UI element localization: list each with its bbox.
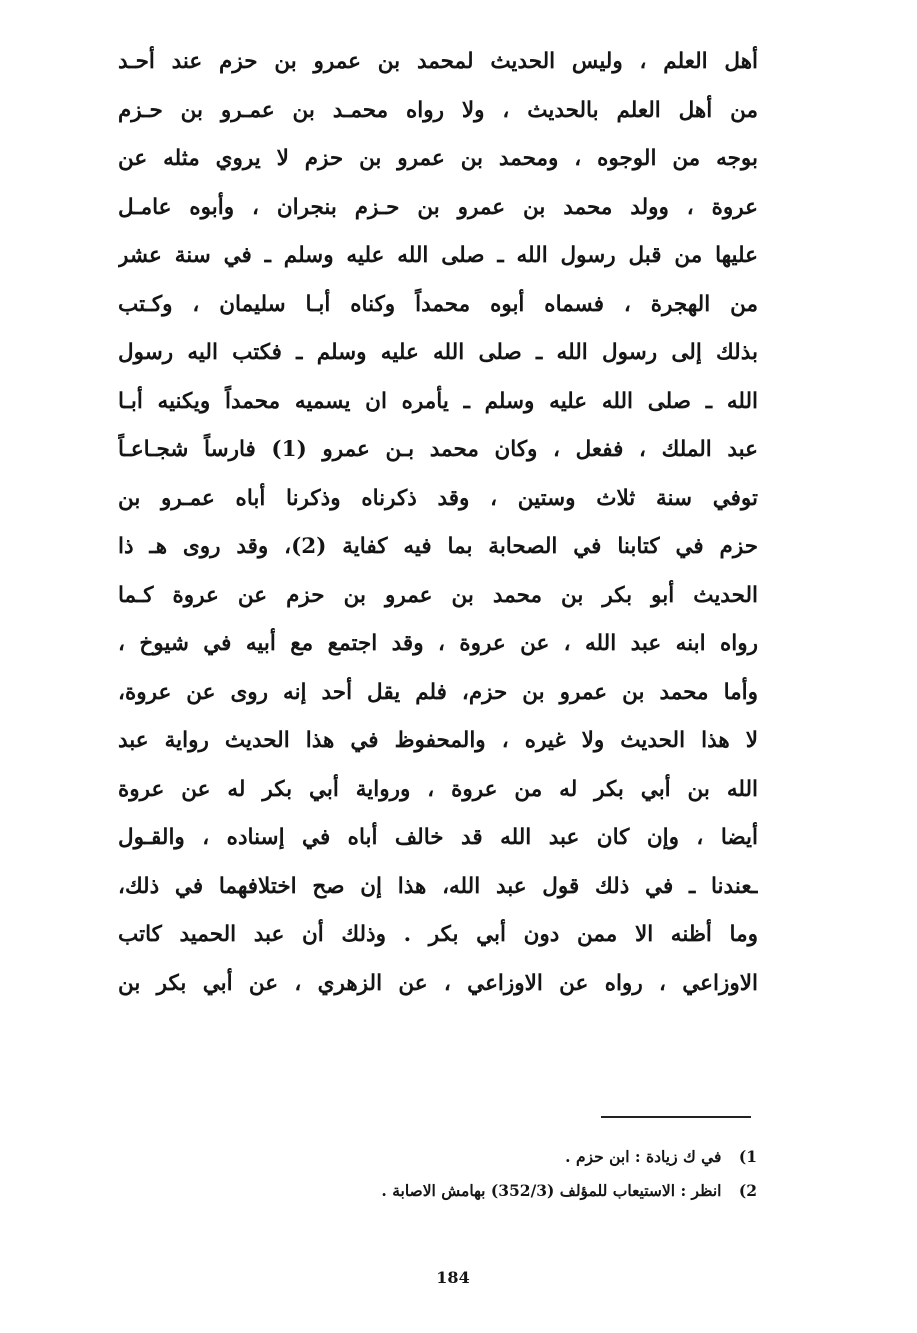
footnote-number: 2) xyxy=(738,1181,757,1200)
text-line: عليها من قبل رسول الله ـ صلى الله عليه وسلم ـ في سنة عشر xyxy=(118,243,758,268)
text-line: بذلك إلى رسول الله ـ صلى الله عليه وسلم ـ فكتب اليه رسول xyxy=(118,340,758,365)
text-line: بوجه من الوجوه ، ومحمد بن عمرو بن حزم لا يروي مثله عن xyxy=(118,146,758,171)
text-line: أيضا ، وإن كان عبد الله قد خالف أباه في إسناده ، والقـول xyxy=(118,825,758,850)
text-line: ـعندنا ـ في ذلك قول عبد الله، هذا إن صح اختلافهما في ذلك، xyxy=(118,873,758,899)
text-line: من الهجرة ، فسماه أبوه محمداً وكناه أبـا سليمان ، وكـتب xyxy=(118,291,758,317)
text-line: الحديث أبو بكر بن محمد بن عمرو بن حزم عن عروة كـما xyxy=(118,582,758,608)
text-line: الله بن أبي بكر له من عروة ، ورواية أبي بكر له عن عروة xyxy=(118,776,758,802)
footnote-divider xyxy=(601,1116,751,1118)
text-line: لا هذا الحديث ولا غيره ، والمحفوظ في هذا الحديث رواية عبد xyxy=(118,728,758,753)
footnote-text: في ك زيادة : ابن حزم . xyxy=(565,1147,722,1166)
footnotes-block xyxy=(157,1140,757,1208)
text-line: أهل العلم ، وليس الحديث لمحمد بن عمرو بن حزم عند أحـد xyxy=(118,49,758,74)
text-line: عروة ، وولد محمد بن عمرو بن حـزم بنجران ، وأبوه عامـل xyxy=(118,194,758,220)
text-line: الله ـ صلى الله عليه وسلم ـ يأمره ان يسميه محمداً ويكنيه أبـا xyxy=(118,388,758,414)
text-line: حزم في كتابنا في الصحابة بما فيه كفاية (2)، وقد روى هـ ذا xyxy=(118,534,758,559)
text-line: وما أظنه الا ممن دون أبي بكر . وذلك أن عبد الحميد كاتب xyxy=(118,922,758,947)
page-number: 184 xyxy=(436,1268,470,1287)
footnote-item xyxy=(157,1140,757,1174)
footnote-number: 1) xyxy=(738,1147,757,1166)
text-line: عبد الملك ، ففعل ، وكان محمد بـن عمرو (1) فارساً شجـاعـاً xyxy=(118,437,758,462)
text-line: رواه ابنه عبد الله ، عن عروة ، وقد اجتمع مع أبيه في شيوخ ، xyxy=(118,631,758,656)
text-line: الاوزاعي ، رواه عن الاوزاعي ، عن الزهري ، عن أبي بكر بن xyxy=(118,970,758,996)
footnote-item xyxy=(157,1174,757,1208)
text-line: من أهل العلم بالحديث ، ولا رواه محمـد بن عمـرو بن حـزم xyxy=(118,97,758,123)
footnote-text: انظر : الاستيعاب للمؤلف (352/3) بهامش الاصابة . xyxy=(381,1181,722,1200)
text-line: وأما محمد بن عمرو بن حزم، فلم يقل أحد إنه روى عن عروة، xyxy=(118,679,758,705)
main-text-block xyxy=(118,38,758,1008)
text-line: توفي سنة ثلاث وستين ، وقد ذكرناه وذكرنا أباه عمـرو بن xyxy=(118,485,758,511)
